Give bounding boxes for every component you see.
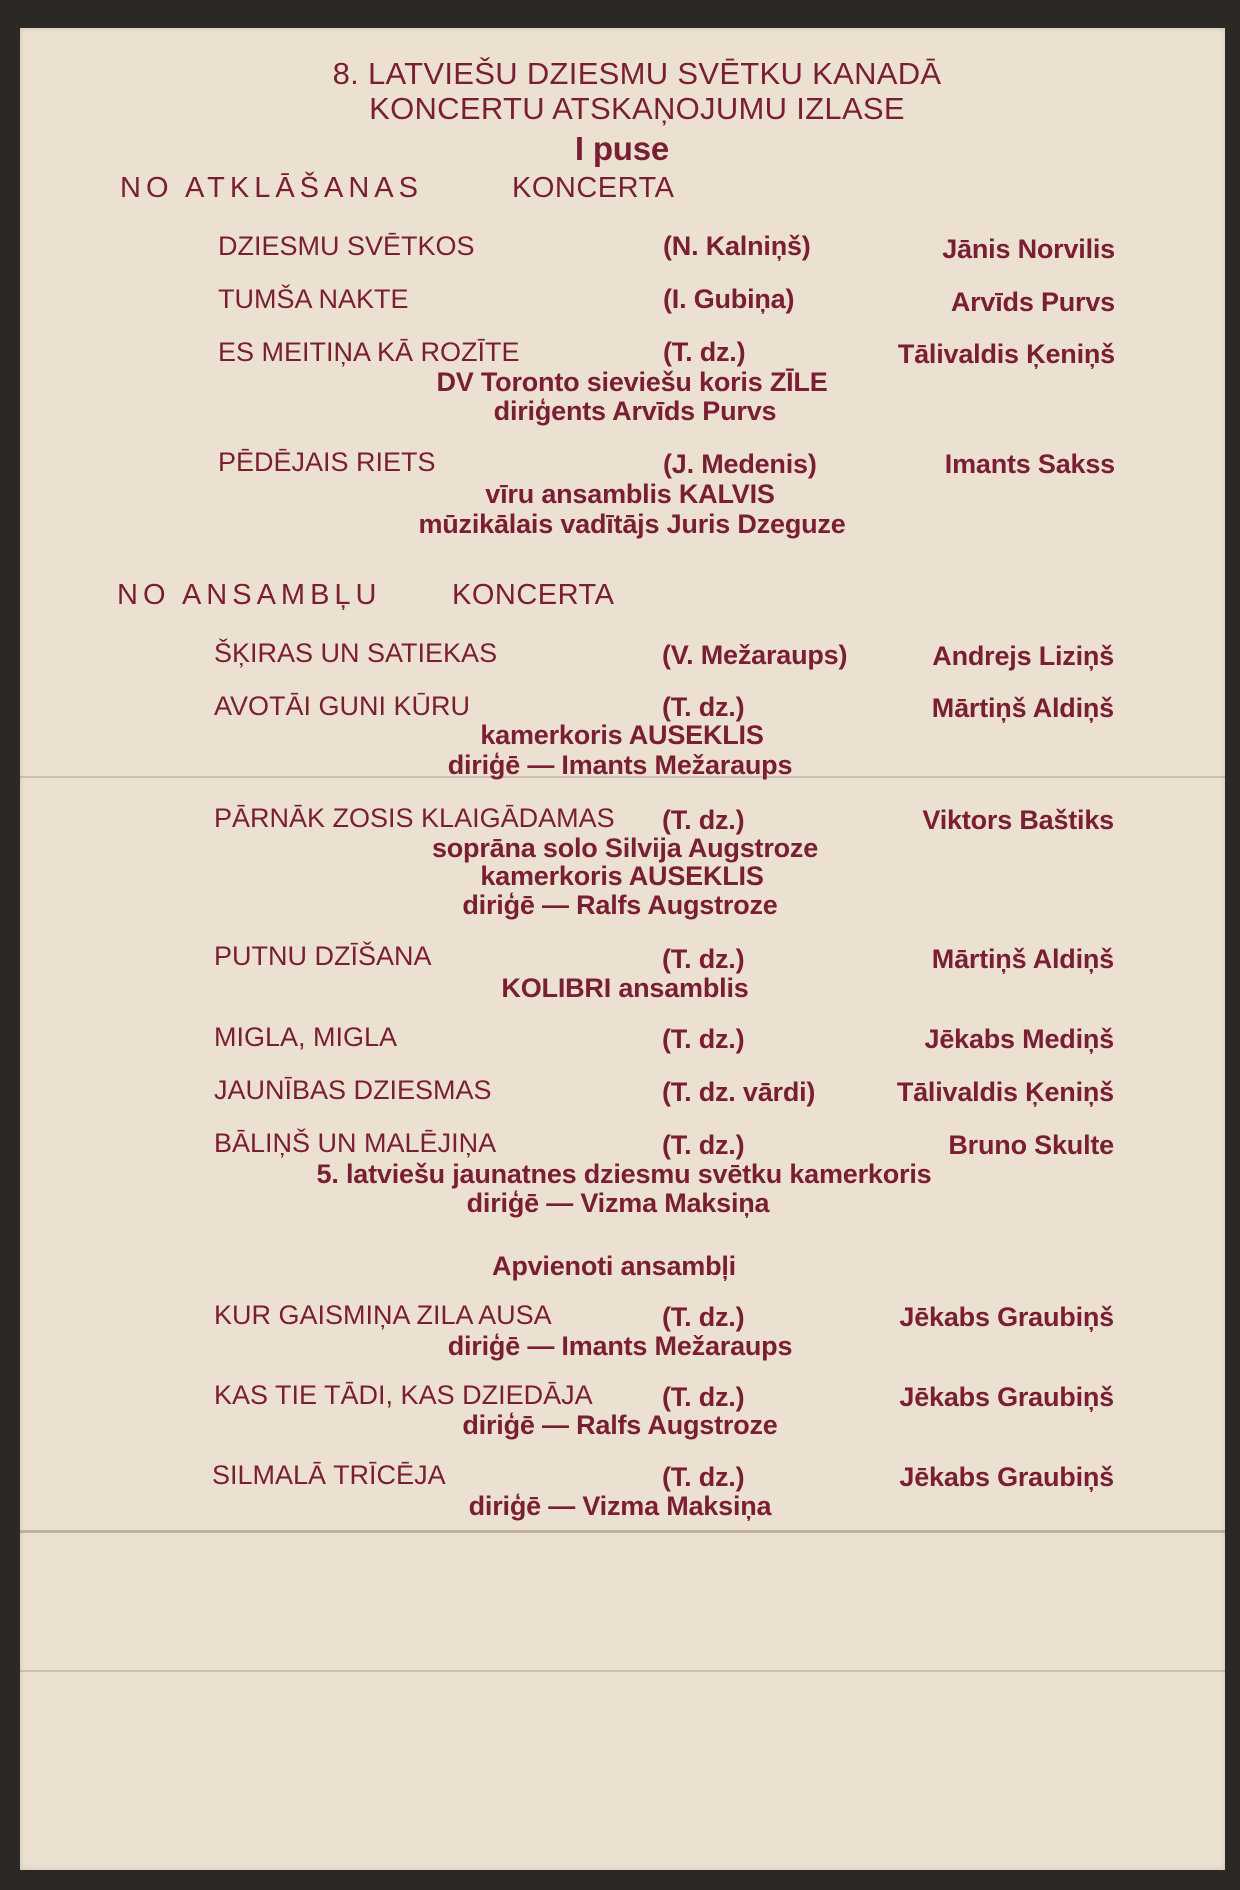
track-note: diriģents Arvīds Purvs bbox=[493, 396, 777, 426]
track-performer: Jēkabs Graubiņš bbox=[899, 1382, 1114, 1412]
side-label: I puse bbox=[574, 130, 670, 167]
section1-heading-spaced: NO ATKLĀŠANAS bbox=[120, 172, 423, 204]
track-source: (V. Mežaraups) bbox=[662, 640, 848, 670]
track-title: KUR GAISMIŅA ZILA AUSA bbox=[214, 1300, 552, 1330]
fold-crease bbox=[20, 1530, 1225, 1533]
track-performer: Arvīds Purvs bbox=[950, 287, 1115, 317]
track-source: (T. dz.) bbox=[662, 1382, 745, 1412]
track-title: BĀLIŅŠ UN MALĒJIŅA bbox=[214, 1128, 497, 1158]
track-source: (T. dz.) bbox=[663, 337, 746, 367]
track-title: PUTNU DZĪŠANA bbox=[214, 941, 432, 971]
track-note: DV Toronto sieviešu koris ZĪLE bbox=[436, 367, 828, 397]
track-note: kamerkoris AUSEKLIS bbox=[480, 861, 764, 891]
track-title: ŠĶIRAS UN SATIEKAS bbox=[214, 638, 498, 668]
track-note: diriģē — Imants Mežaraups bbox=[447, 1331, 793, 1361]
track-title: PĒDĒJAIS RIETS bbox=[218, 447, 436, 477]
track-title: DZIESMU SVĒTKOS bbox=[218, 231, 475, 261]
fold-crease bbox=[20, 1670, 1225, 1672]
track-performer: Tālivaldis Ķeniņš bbox=[896, 1077, 1114, 1107]
program-sheet bbox=[20, 28, 1225, 1870]
track-note: 5. latviešu jaunatnes dziesmu svētku kamerkoris bbox=[316, 1159, 932, 1189]
track-title: KAS TIE TĀDI, KAS DZIEDĀJA bbox=[214, 1380, 593, 1410]
track-title: TUMŠA NAKTE bbox=[218, 284, 409, 314]
track-performer: Bruno Skulte bbox=[948, 1130, 1114, 1160]
header-title-line1: 8. LATVIEŠU DZIESMU SVĒTKU KANADĀ bbox=[332, 56, 942, 91]
track-performer: Mārtiņš Aldiņš bbox=[931, 944, 1114, 974]
track-performer: Jēkabs Graubiņš bbox=[899, 1302, 1114, 1332]
group-label: Apvienoti ansambļi bbox=[492, 1251, 736, 1281]
section2-heading-spaced: NO ANSAMBĻU bbox=[117, 579, 382, 611]
track-note: diriģē — Vizma Maksiņa bbox=[468, 1491, 772, 1521]
track-source: (T. dz.) bbox=[662, 1130, 745, 1160]
track-performer: Jānis Norvilis bbox=[942, 234, 1115, 264]
track-note: vīru ansamblis KALVIS bbox=[485, 479, 775, 509]
track-source: (N. Kalniņš) bbox=[663, 231, 811, 261]
header-title-line2: KONCERTU ATSKAŅOJUMU IZLASE bbox=[369, 91, 905, 126]
track-performer: Tālivaldis Ķeniņš bbox=[897, 339, 1115, 369]
track-performer: Jēkabs Graubiņš bbox=[899, 1462, 1114, 1492]
track-source: (T. dz.) bbox=[662, 1024, 745, 1054]
section1-heading-word: KONCERTA bbox=[512, 172, 675, 204]
track-performer: Andrejs Liziņš bbox=[932, 641, 1114, 671]
track-source: (T. dz.) bbox=[662, 944, 745, 974]
track-note: diriģē — Imants Mežaraups bbox=[447, 750, 793, 780]
track-note: soprāna solo Silvija Augstroze bbox=[431, 833, 819, 863]
track-title: PĀRNĀK ZOSIS KLAIGĀDAMAS bbox=[214, 803, 615, 833]
section2-heading-word: KONCERTA bbox=[452, 579, 615, 611]
track-title: JAUNĪBAS DZIESMAS bbox=[214, 1075, 492, 1105]
track-title: ES MEITIŅA KĀ ROZĪTE bbox=[218, 337, 520, 367]
track-title: MIGLA, MIGLA bbox=[214, 1022, 398, 1052]
track-source: (T. dz. vārdi) bbox=[662, 1077, 816, 1107]
track-title: AVOTĀI GUNI KŪRU bbox=[214, 691, 471, 721]
track-source: (T. dz.) bbox=[662, 1462, 745, 1492]
track-note: kamerkoris AUSEKLIS bbox=[480, 720, 764, 750]
track-note: diriģē — Vizma Maksiņa bbox=[466, 1188, 770, 1218]
track-source: (T. dz.) bbox=[662, 805, 745, 835]
track-performer: Imants Sakss bbox=[944, 449, 1115, 479]
track-title: SILMALĀ TRĪCĒJA bbox=[212, 1460, 446, 1490]
track-note: diriģē — Ralfs Augstroze bbox=[462, 1410, 778, 1440]
track-source: (T. dz.) bbox=[662, 692, 745, 722]
track-source: (T. dz.) bbox=[662, 1302, 745, 1332]
track-performer: Mārtiņš Aldiņš bbox=[931, 693, 1114, 723]
track-performer: Jēkabs Mediņš bbox=[924, 1024, 1114, 1054]
track-note: diriģē — Ralfs Augstroze bbox=[462, 890, 778, 920]
track-source: (J. Medenis) bbox=[663, 449, 817, 479]
track-source: (I. Gubiņa) bbox=[663, 284, 795, 314]
track-note: KOLIBRI ansamblis bbox=[501, 973, 749, 1003]
track-performer: Viktors Baštiks bbox=[922, 805, 1114, 835]
track-note: mūzikālais vadītājs Juris Dzeguze bbox=[418, 509, 846, 539]
